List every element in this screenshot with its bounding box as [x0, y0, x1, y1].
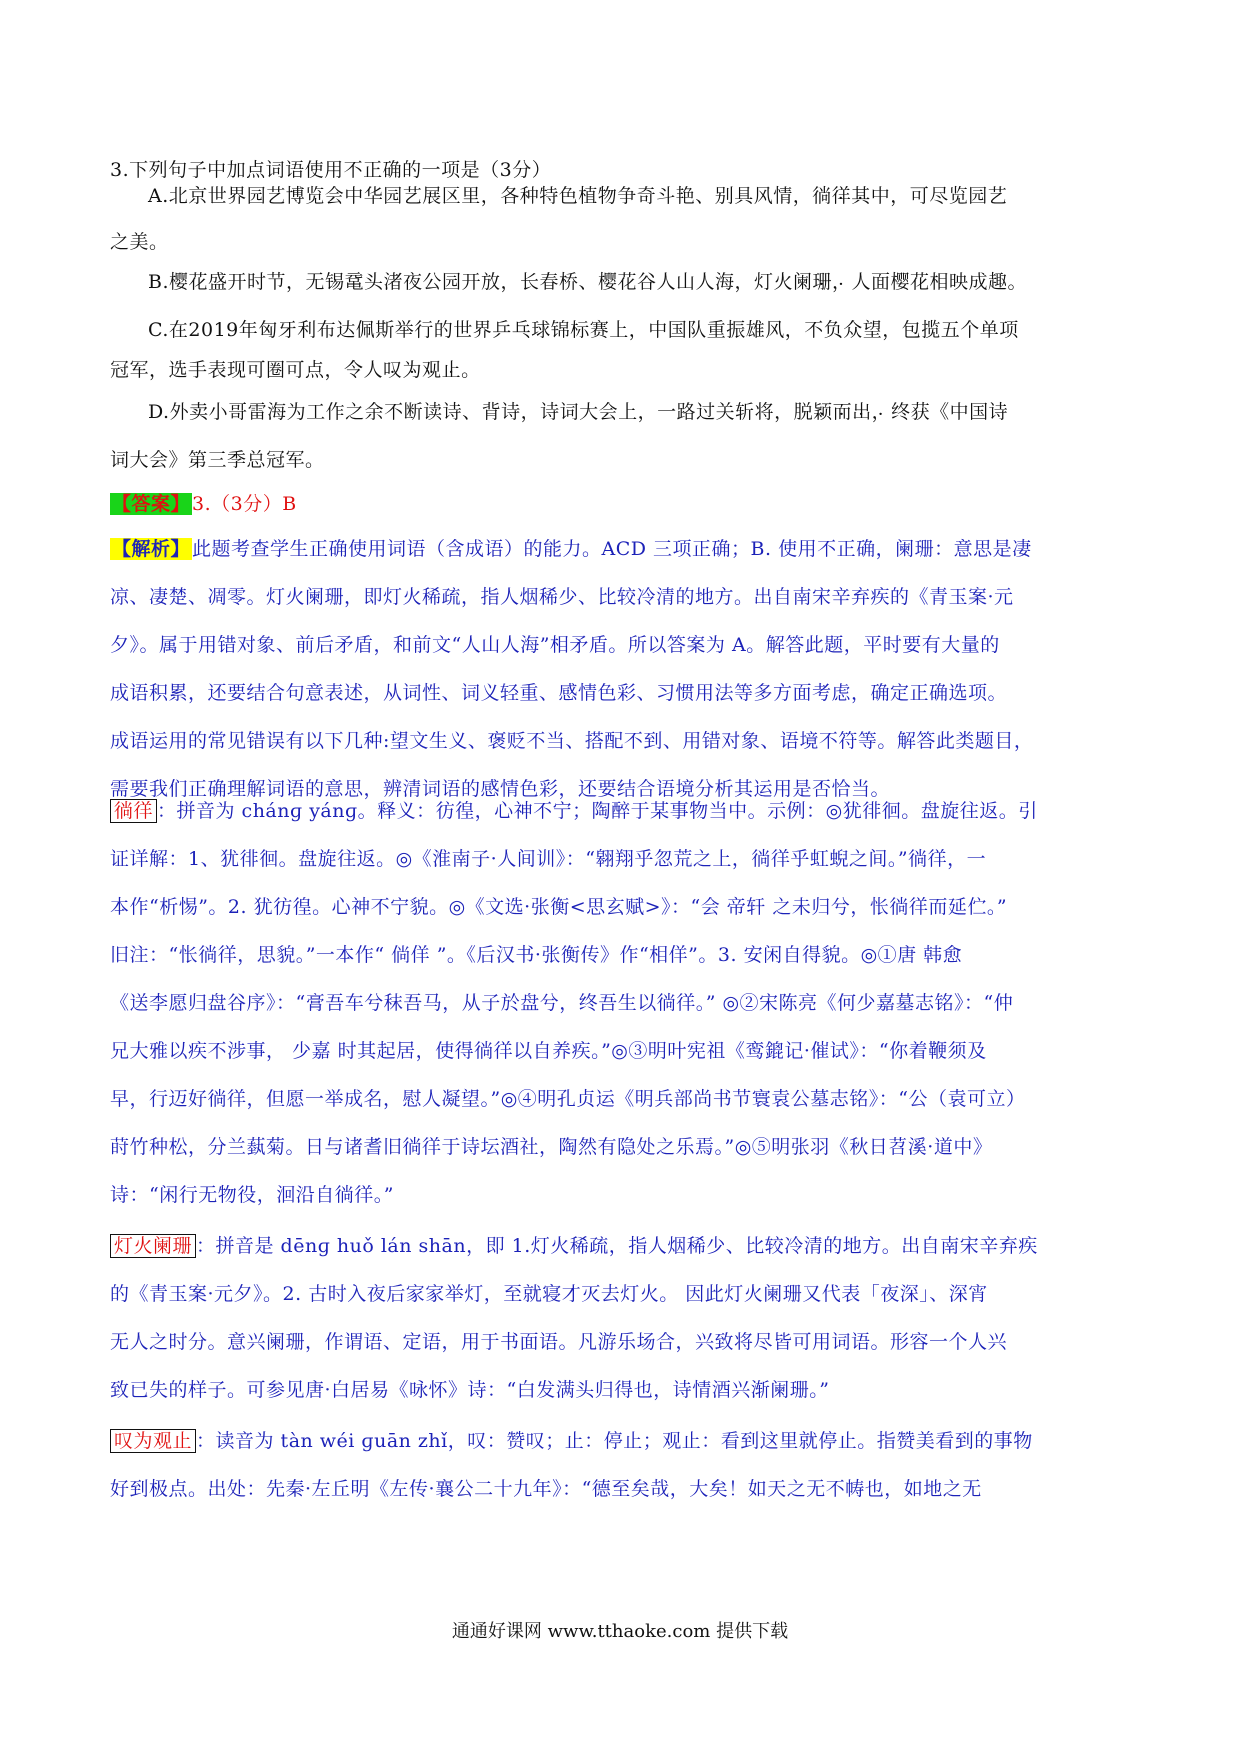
option-c-text: 冠军，选手表现可圈可点，令人: [110, 359, 384, 381]
answer-text: 3.（3分）B: [192, 493, 297, 515]
answer-tag: 【答案】: [112, 493, 191, 515]
term-line: 诗：“闲行无物役，洄沿自徜徉。”: [110, 1184, 394, 1206]
option-c-cont: [110, 346, 1135, 394]
page-footer: 通通好课网 www.tthaoke.com 提供下载: [451, 1621, 789, 1642]
term-word: 灯火阑珊: [110, 1234, 196, 1258]
option-a: [110, 172, 1135, 220]
option-b-text-2: ，人面樱花相映成趣。: [832, 271, 1028, 293]
term-word: 徜徉: [110, 799, 157, 823]
option-d-text-2: ，终获《中国诗: [871, 401, 1009, 423]
term-denghuolanshan: [110, 1222, 1135, 1414]
option-d-cont: 词大会》第三季总冠军。: [110, 449, 325, 471]
dotted-char: 颖 ·: [813, 401, 833, 423]
term-line: 本作“析惕”。2. 犹彷徨。心神不宁貌。◎《文选·张衡<思玄赋>》：“会 帝轩 之未归兮，怅徜徉而延伫。”: [110, 896, 1008, 918]
dotted-char: 脱 ·: [794, 401, 814, 423]
option-a-cont: 之美。: [110, 231, 169, 253]
term-line: 的《青玉案·元夕》。2. 古时入夜后家家举灯，至就寝才灭去灯火。 因此灯火阑珊又代表「夜深」、深宵: [110, 1283, 988, 1305]
term-line: 好到极点。出处：先秦·左丘明《左传·襄公二十九年》：“德至矣哉，大矣！如天之无不帱也，如地之无: [110, 1478, 982, 1500]
option-a-text: A.北京世界园艺博览会中华园艺展区里，各种特色植物争奇斗艳、别具风情，: [148, 185, 813, 207]
term-tanweiguanzhi: [110, 1417, 1135, 1513]
analysis-line: 成语积累，还要结合句意表述，从词性、词义轻重、感情色彩、习惯用法等多方面考虑，确定正确选项。: [110, 682, 1008, 704]
term-changyang: [110, 787, 1135, 1219]
term-line: 徜徉 ：拼音为 chánɡ yánɡ。释义：彷徨，心神不宁；陶醉于某事物当中。示例：◎犹徘徊。盘旋往返。引: [110, 787, 1135, 835]
term-line: 致已失的样子。可参见唐·白居易《咏怀》诗：“白发满头归得也，诗情酒兴渐阑珊。”: [110, 1379, 830, 1401]
analysis-line: 【解析】 此题考查学生正确使用词语（含成语）的能力。ACD 三项正确；B. 使用不正确，阑珊：意思是凄: [112, 538, 1032, 560]
option-d-text: D.外卖小哥雷海为工作之余不断读诗、背诗，诗词大会上，一路过关斩将，: [148, 401, 794, 423]
dotted-char: 叹 ·: [383, 359, 403, 381]
analysis-block: [110, 525, 1135, 813]
term-line: 旧注：“怅徜徉，思貌。”一本作“ 倘佯 ”。《后汉书·张衡传》作“相佯”。3. 安闲自得貌。◎①唐 韩愈: [110, 944, 963, 966]
dotted-char: 阑 ·: [793, 271, 813, 293]
dotted-char: 出 ·: [852, 401, 872, 423]
option-a-text-2: 其中，可尽览园艺: [851, 185, 1008, 207]
dotted-char: 徉 ·: [832, 185, 852, 207]
term-line: 无人之时分。意兴阑珊，作谓语、定语，用于书面语。凡游乐场合，兴致将尽皆可用词语。形容一个人兴: [110, 1331, 1008, 1353]
dotted-char: 观 ·: [422, 359, 442, 381]
option-d: [110, 388, 1135, 436]
term-line: 莳竹种松，分兰蓺菊。日与诸耆旧徜徉于诗坛酒社，陶然有隐处之乐焉。”◎⑤明张羽《秋日苕溪·道中》: [110, 1136, 993, 1158]
analysis-line: 夕》。属于用错对象、前后矛盾，和前文“人山人海”相矛盾。所以答案为 A。解答此题，平时要有大量的: [110, 634, 1000, 656]
dotted-char: 徜 ·: [812, 185, 832, 207]
dotted-char: 止 ·: [442, 359, 462, 381]
question-stem: 3.下列句子中加点词语使用不正确的一项是（3分）: [110, 159, 552, 181]
option-c: C.在2019年匈牙利布达佩斯举行的世界乒乓球锦标赛上，中国队重振雄风，不负众望，包揽五个单项: [148, 319, 1019, 341]
analysis-line: 凉、凄楚、凋零。灯火阑珊，即灯火稀疏，指人烟稀少、比较冷清的地方。出自南宋辛弃疾的《青玉案·元: [110, 586, 1014, 608]
term-line: 叹为观止 ：读音为 tàn wéi ɡuān zhǐ，叹：赞叹；止：停止；观止：看到这里就停止。指赞美看到的事物: [110, 1417, 1135, 1465]
analysis-line: 需要我们正确理解词语的意思，辨清词语的感情色彩，还要结合语境分析其运用是否恰当。: [110, 778, 891, 800]
option-b-text: B.樱花盛开时节，无锡鼋头渚夜公园开放，长春桥、樱花谷人山人海，灯火: [148, 271, 794, 293]
term-word: 叹为观止: [110, 1429, 196, 1453]
term-line: 灯火阑珊 ：拼音是 dēnɡ huǒ lán shān，即 1.灯火稀疏，指人烟稀少、比较冷清的地方。出自南宋辛弃疾: [110, 1222, 1135, 1270]
term-line: 兄大雅以疾不涉事， 少嘉 时其起居，使得徜徉以自养疾。”◎③明叶宪祖《鸾鎞记·催试》：“你着鞭须及: [110, 1040, 987, 1062]
dotted-char: 珊 ·: [813, 271, 833, 293]
term-line: 《送李愿归盘谷序》：“膏吾车兮秣吾马，从子於盘兮，终吾生以徜徉。” ◎②宋陈亮《何少嘉墓志铭》：“仲: [110, 992, 1014, 1014]
analysis-tag: 【解析】: [112, 538, 191, 560]
analysis-line: 成语运用的常见错误有以下几种:望文生义、褒贬不当、搭配不到、用错对象、语境不符等。解答此类题目，: [110, 730, 1034, 752]
option-b: [110, 258, 1135, 306]
term-line: 证详解：1、犹徘徊。盘旋往返。◎《淮南子·人间训》：“翱翔乎忽荒之上，徜徉乎虹蜺之间。”徜徉，一: [110, 848, 987, 870]
term-line: 早，行迈好徜徉，但愿一举成名，慰人凝望。”◎④明孔贞运《明兵部尚书节寰袁公墓志铭》：“公（袁可立）: [110, 1088, 1026, 1110]
option-c-text-3: 。: [461, 359, 481, 381]
dotted-char: 为 ·: [403, 359, 423, 381]
dotted-char: 而 ·: [833, 401, 853, 423]
answer-line: [110, 480, 1135, 528]
